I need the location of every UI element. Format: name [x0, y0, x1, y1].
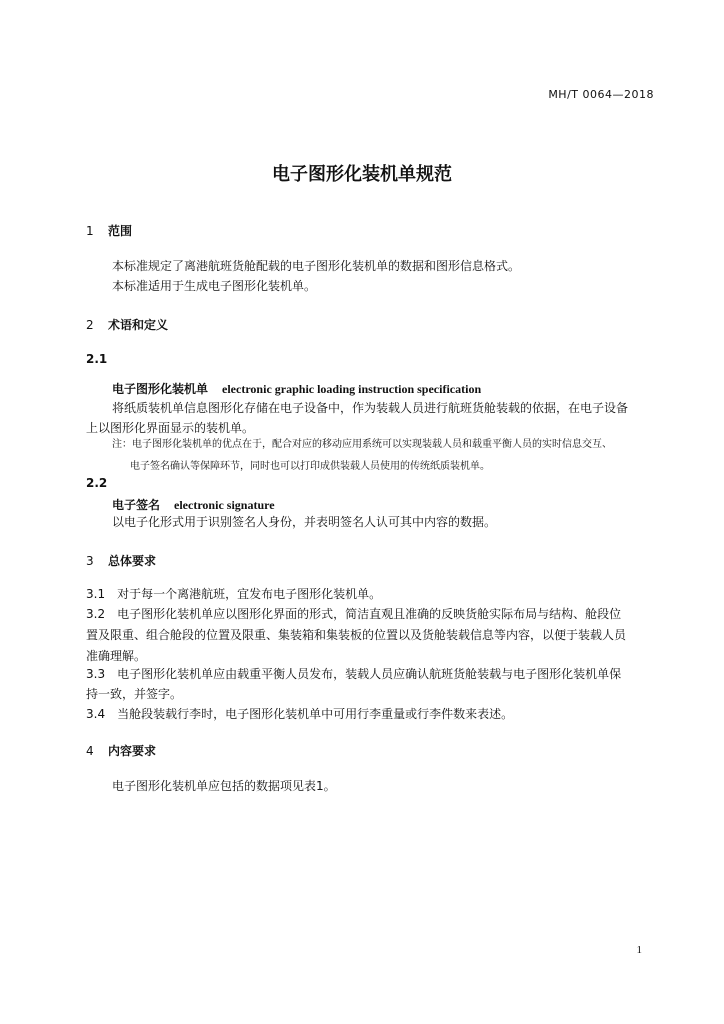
term-2-2-en: electronic signature — [174, 498, 275, 512]
clause-3-2-line-2: 置及限重、组合舱段的位置及限重、集装箱和集装板的位置以及货舱装载信息等内容，以便于装载人员 — [86, 628, 627, 642]
term-2-1-cn: 电子图形化装机单 — [112, 382, 209, 396]
clause-3-2-line-3: 准确理解。 — [86, 649, 147, 663]
term-2-2-cn: 电子签名 — [112, 498, 161, 512]
clause-3-3-line-2: 持一致，并签字。 — [86, 687, 183, 701]
section-1-paragraph-1: 本标准规定了离港航班货舱配载的电子图形化装机单的数据和图形信息格式。 — [112, 259, 521, 273]
section-4-paragraph-1: 电子图形化装机单应包括的数据项见表1。 — [112, 779, 336, 793]
clause-2-2-number: 2.2 — [86, 476, 108, 490]
definition-2-1-line-2: 上以图形化界面显示的装机单。 — [86, 421, 255, 435]
clause-2-1-number: 2.1 — [86, 352, 108, 366]
clause-3-2-line-1: 3.2 电子图形化装机单应以图形化界面的形式，简洁直观且准确的反映货舱实际布局与结构、舱段位 — [86, 607, 622, 621]
term-2-1-en: electronic graphic loading instruction specification — [222, 382, 482, 396]
section-2-heading — [86, 316, 168, 333]
section-2-title: 术语和定义 — [108, 318, 169, 332]
definition-2-2: 以电子化形式用于识别签名人身份，并表明签名人认可其中内容的数据。 — [112, 515, 497, 529]
section-3-heading — [86, 552, 156, 569]
clause-3-3-line-1: 3.3 电子图形化装机单应由载重平衡人员发布，装载人员应确认航班货舱装载与电子图形化装机单保 — [86, 667, 622, 681]
note-2-1-line-2: 电子签名确认等保障环节，同时也可以打印成供装载人员使用的传统纸质装机单。 — [130, 461, 490, 472]
section-1-paragraph-2: 本标准适用于生成电子图形化装机单。 — [112, 279, 317, 293]
section-1-heading — [86, 222, 132, 239]
clause-3-4: 3.4 当舱段装载行李时，电子图形化装机单中可用行李重量或行李件数来表述。 — [86, 707, 514, 721]
definition-2-1-line-1: 将纸质装机单信息图形化存储在电子设备中，作为装载人员进行航班货舱装载的依据，在电子设备 — [112, 401, 629, 415]
term-2-2 — [112, 496, 275, 513]
section-3-number: 3 — [86, 554, 94, 568]
document-title: 电子图形化装机单规范 — [272, 164, 452, 185]
section-2-number: 2 — [86, 318, 94, 332]
section-1-title: 范围 — [108, 224, 133, 238]
section-4-heading — [86, 742, 156, 759]
section-1-number: 1 — [86, 224, 94, 238]
section-4-number: 4 — [86, 744, 94, 758]
clause-3-1: 3.1 对于每一个离港航班，宜发布电子图形化装机单。 — [86, 587, 382, 601]
section-3-title: 总体要求 — [108, 554, 157, 568]
note-2-1-line-1: 注：电子图形化装机单的优点在于，配合对应的移动应用系统可以实现装载人员和载重平衡人员的实时信息交互、 — [112, 439, 612, 450]
section-4-title: 内容要求 — [108, 744, 157, 758]
term-2-1 — [112, 380, 481, 397]
standard-number: MH/T 0064—2018 — [548, 88, 654, 101]
page-number: 1 — [636, 944, 642, 956]
